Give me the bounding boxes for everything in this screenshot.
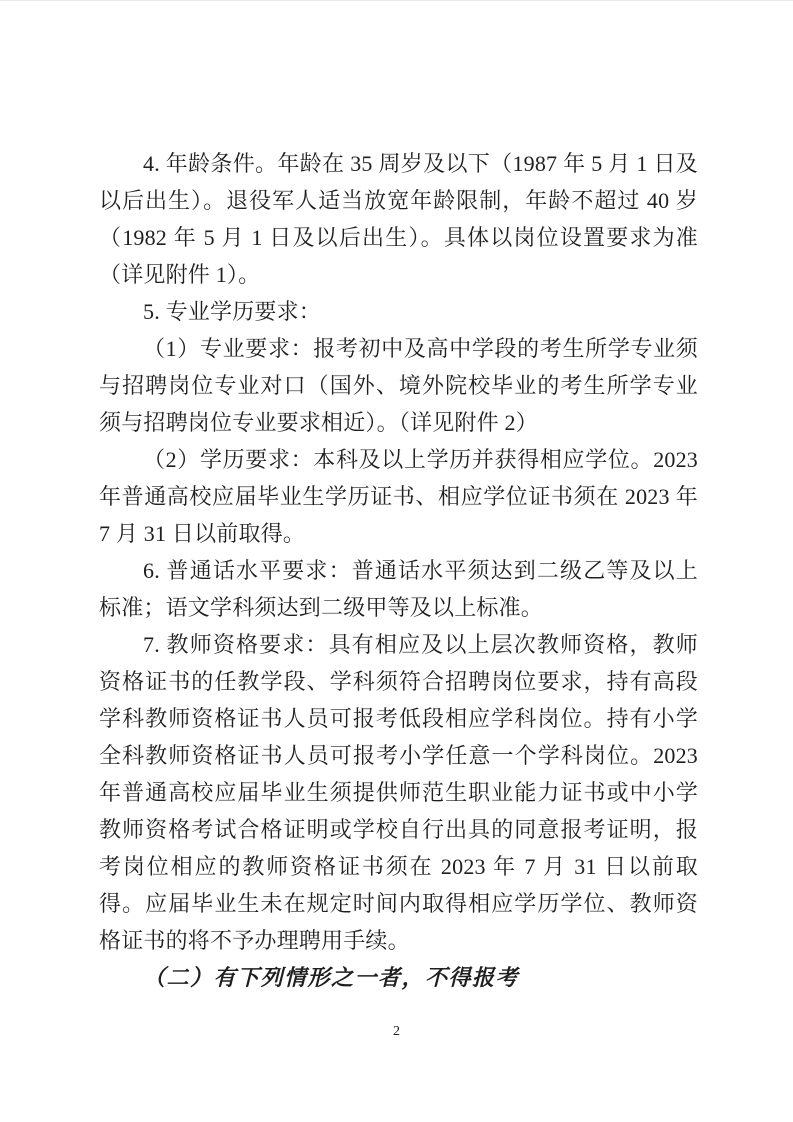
paragraph-teacher-certificate-requirement: 7. 教师资格要求：具有相应及以上层次教师资格，教师资格证书的任教学段、学科须符合招聘岗位要求，持有高段学科教师资格证书人员可报考低段相应学科岗位。持有小学全科教师资格证书人员可报考小学任意一个学科岗位。2023 年普通高校应届毕业生须提供师范生职业能力证书或中小学教师资格考试合格证明或学校自行出具的同意报考证明，报考岗位相应的教师资格证书须在 2023 年 7 月 31 日以前取得。应届毕业生未在规定时间内取得相应学历学位、教师资格证书的将不予办理聘用手续。 bbox=[99, 632, 698, 953]
section-heading-disqualifications: （二）有下列情形之一者，不得报考 bbox=[143, 965, 520, 990]
paragraph-age-requirement: 4. 年龄条件。年龄在 35 周岁及以下（1987 年 5 月 1 日及以后出生）。退役军人适当放宽年龄限制，年龄不超过 40 岁（1982 年 5 月 1 日及以后出生）。具体以岗位设置要求为准（详见附件 1）。 bbox=[99, 151, 698, 287]
paragraph-major-education-heading: 5. 专业学历要求： bbox=[143, 299, 322, 324]
page-number: 2 bbox=[393, 1024, 400, 1039]
paragraph-education-requirement: （2）学历要求：本科及以上学历并获得相应学位。2023 年普通高校应届毕业生学历证书、相应学位证书须在 2023 年 7 月 31 日以前取得。 bbox=[99, 447, 698, 546]
paragraph-major-requirement: （1）专业要求：报考初中及高中学段的考生所学专业须与招聘岗位专业对口（国外、境外院校毕业的考生所学专业须与招聘岗位专业要求相近）。（详见附件 2） bbox=[99, 336, 698, 435]
document-body bbox=[99, 145, 698, 996]
paragraph-mandarin-requirement: 6. 普通话水平要求：普通话水平须达到二级乙等及以上标准；语文学科须达到二级甲等及以上标准。 bbox=[99, 558, 698, 620]
